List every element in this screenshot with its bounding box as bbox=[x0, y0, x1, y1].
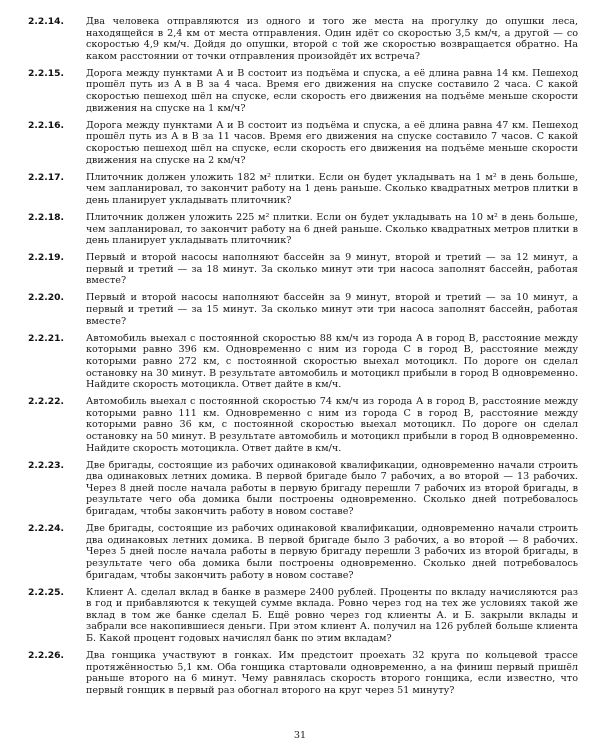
problem-text: Автомобиль выехал с постоянной скоростью 74 км/ч из города А в город В, расстояние между которыми равно 111 км. Одновременно с ним из города С в город В, расстояние между которыми равно 36 км, с постоянной скоростью выехал мотоцикл. По дороге он сделал остановку на 50 минут. В результате автомобиль и мотоцикл прибыли в город В одновременно. Найдите скорость мотоцикла. Ответ дайте в км/ч. bbox=[86, 396, 578, 454]
problem-number: 2.2.26. bbox=[28, 650, 65, 662]
problem-text: Две бригады, состоящие из рабочих одинаковой квалификации, одновременно начали строить два одинаковых летних домика. В первой бригаде было 7 рабочих, а во второй — 13 рабочих. Через 8 дней после начала работы в первую бригаду перешли 7 рабочих из второй бригады, в результате чего оба домика были построены одновременно. Сколько дней потребовалось бригадам, чтобы закончить работу в новом составе? bbox=[86, 459, 578, 518]
problem-text: Два человека отправляются из одного и того же места на прогулку до опушки леса, находящейся в 2,4 км от места отправления. Один идёт со скоростью 3,5 км/ч, а другой — со скоростью 4,9 км/ч. Дойдя до опушки, второй с той же скоростью возвращается обратно. На каком расстоянии от точки отправления произойдёт их встреча? bbox=[86, 16, 578, 62]
problem-text: Автомобиль выехал с постоянной скоростью 88 км/ч из города А в город В, расстояние между которыми равно 396 км. Одновременно с ним из города С в город В, расстояние между которыми равно 272 км, с постоянной скоростью выехал мотоцикл. По дороге он сделал остановку на 30 минут. В результате автомобиль и мотоцикл прибыли в город В одновременно. Найдите скорость мотоцикла. Ответ дайте в км/ч. bbox=[86, 332, 578, 391]
problem-item bbox=[28, 172, 578, 207]
problem-text: Первый и второй насосы наполняют бассейн за 9 минут, второй и третий — за 10 минут, а первый и третий — за 15 минут. За сколько минут эти три насоса заполнят бассейн, работая вместе? bbox=[86, 292, 578, 327]
problem-item bbox=[28, 252, 578, 287]
page-number: 31 bbox=[293, 730, 307, 741]
problem-number: 2.2.19. bbox=[28, 252, 65, 264]
problem-number: 2.2.25. bbox=[28, 586, 65, 598]
problem-item bbox=[28, 292, 578, 327]
problem-number: 2.2.23. bbox=[28, 459, 65, 471]
problem-item bbox=[28, 68, 578, 114]
problem-text: Дорога между пунктами А и В состоит из подъёма и спуска, а её длина равна 14 км. Пешеход прошёл путь из А в В за 4 часа. Время его движения на спуске составило 2 часа. С какой скоростью пешеход шёл на спуске, если скорость его движения на подъёме меньше скорости движения на спуске на 1 км/ч? bbox=[86, 67, 578, 114]
problem-item bbox=[28, 16, 578, 62]
problem-text: Плиточник должен уложить 182 м² плитки. Если он будет укладывать на 1 м² в день больше, чем запланировал, то закончит работу на 1 день раньше. Сколько квадратных метров плитки в день планирует укладывать плиточник? bbox=[86, 171, 578, 206]
problem-number: 2.2.22. bbox=[28, 396, 65, 408]
problem-text: Дорога между пунктами А и В состоит из подъёма и спуска, а её длина равна 47 км. Пешеход прошёл путь из А в В за 11 часов. Время его движения на спуске составило 7 часов. С какой скоростью пешеход шёл на спуске, если скорость его движения на подъёме меньше скорости движения на спуске на 2 км/ч? bbox=[86, 119, 578, 166]
problem-text: Первый и второй насосы наполняют бассейн за 9 минут, второй и третий — за 12 минут, а первый и третий — за 18 минут. За сколько минут эти три насоса заполнят бассейн, работая вместе? bbox=[86, 252, 578, 287]
problem-number: 2.2.24. bbox=[28, 523, 65, 535]
problem-text: Плиточник должен уложить 225 м² плитки. Если он будет укладывать на 10 м² в день больше, чем запланировал, то закончит работу на 6 дней раньше. Сколько квадратных метров плитки в день планирует укладывать плиточник? bbox=[86, 211, 578, 247]
problem-item bbox=[28, 396, 578, 454]
problem-text: Две бригады, состоящие из рабочих одинаковой квалификации, одновременно начали строить два одинаковых летних домика. В первой бригаде было 3 рабочих, а во второй — 8 рабочих. Через 5 дней после начала работы в первую бригаду перешли 3 рабочих из второй бригады, в результате чего оба домика были построены одновременно. Сколько дней потребовалось бригадам, чтобы закончить работу в новом составе? bbox=[86, 523, 578, 581]
problem-number: 2.2.20. bbox=[28, 292, 65, 304]
problem-item bbox=[28, 587, 578, 645]
problem-item bbox=[28, 120, 578, 166]
problem-item bbox=[28, 460, 578, 518]
problem-number: 2.2.15. bbox=[28, 67, 65, 79]
problem-number: 2.2.18. bbox=[28, 211, 65, 223]
problem-text: Клиент А. сделал вклад в банке в размере 2400 рублей. Проценты по вкладу начисляются раз в год и прибавляются к текущей сумме вклада. Ровно через год на тех же условиях такой же вклад в том же банке сделал Б. Ещё ровно через год клиенты А. и Б. закрыли вклады и забрали все накопившиеся деньги. При этом клиент А. получил на 126 рублей больше клиента Б. Какой процент годовых начислял банк по этим вкладам? bbox=[86, 586, 578, 644]
problem-item bbox=[28, 212, 578, 247]
problem-text: Два гонщика участвуют в гонках. Им предстоит проехать 32 круга по кольцевой трассе протяжённостью 5,1 км. Оба гонщика стартовали одновременно, а на финиш первый пришёл раньше второго на 6 минут. Чему равнялась скорость второго гонщика, если известно, что первый гонщик в первый раз обогнал второго на круг через 51 минуту? bbox=[86, 650, 578, 696]
problem-number: 2.2.16. bbox=[28, 119, 65, 131]
problem-item bbox=[28, 523, 578, 581]
problem-number: 2.2.17. bbox=[28, 171, 65, 183]
problem-item bbox=[28, 650, 578, 696]
problem-number: 2.2.14. bbox=[28, 16, 65, 27]
problem-item bbox=[28, 333, 578, 391]
problem-list bbox=[28, 16, 578, 696]
problem-number: 2.2.21. bbox=[28, 332, 65, 344]
